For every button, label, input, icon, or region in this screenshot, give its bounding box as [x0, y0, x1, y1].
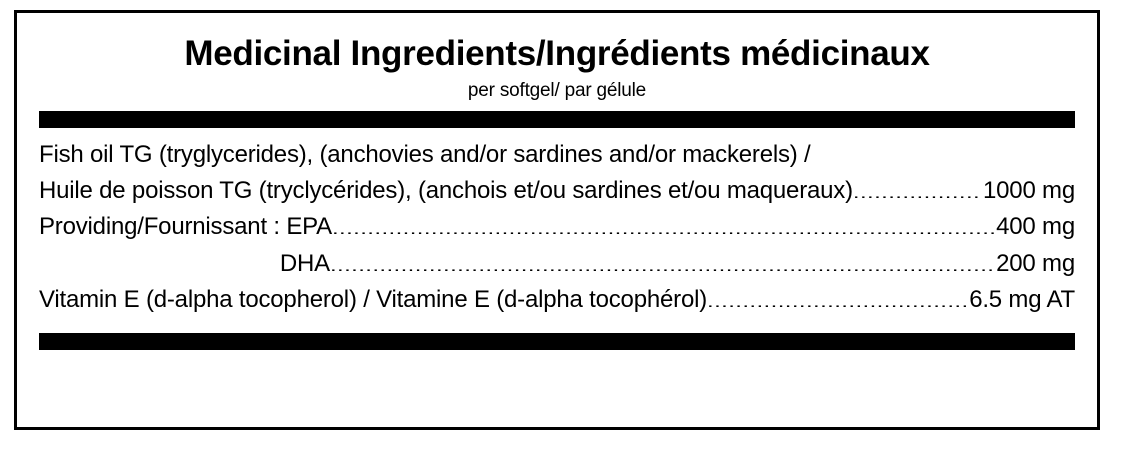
ingredient-name: Vitamin E (d-alpha tocopherol) / Vitamine E (d-alpha tocophérol)	[39, 286, 708, 314]
ingredient-row	[39, 137, 1075, 173]
ingredient-row	[39, 209, 1075, 245]
nutrition-facts-panel	[14, 10, 1100, 430]
ingredient-list	[39, 137, 1075, 319]
ingredient-amount: 400 mg	[996, 213, 1075, 241]
ingredient-amount: 1000 mg	[983, 176, 1075, 204]
dot-leader	[853, 174, 982, 198]
dot-leader	[707, 283, 968, 307]
divider-thick-top	[39, 111, 1075, 128]
ingredient-name: Huile de poisson TG (tryclycérides), (anchois et/ou sardines et/ou maqueraux)	[39, 176, 853, 204]
ingredient-row	[39, 282, 1075, 318]
dot-leader	[811, 138, 1074, 162]
ingredient-row	[39, 246, 1075, 282]
ingredient-name: Fish oil TG (tryglycerides), (anchovies and/or sardines and/or mackerels) /	[39, 140, 811, 168]
ingredient-amount: 200 mg	[996, 249, 1075, 277]
panel-title: Medicinal Ingredients/Ingrédients médicinaux	[184, 34, 930, 73]
ingredient-amount: 6.5 mg AT	[969, 286, 1075, 314]
divider-thick-bottom	[39, 333, 1075, 350]
ingredient-name: Providing/Fournissant : EPA	[39, 213, 332, 241]
dot-leader	[332, 210, 995, 234]
panel-inner	[39, 27, 1075, 413]
ingredient-row	[39, 173, 1075, 209]
panel-subtitle: per softgel/ par gélule	[467, 79, 647, 101]
dot-leader	[330, 247, 995, 271]
ingredient-name: DHA	[279, 249, 330, 277]
